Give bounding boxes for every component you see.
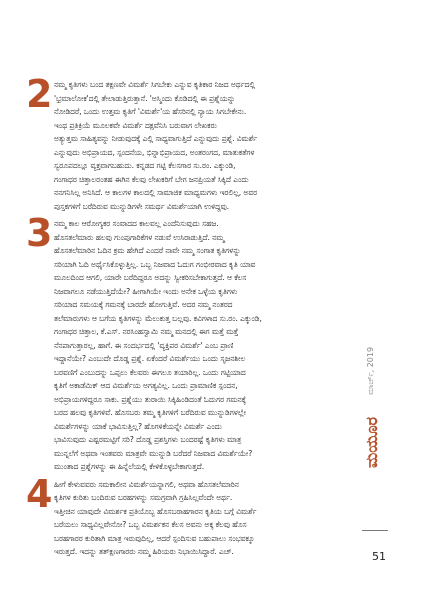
text-line: ಗಂಗಾಧರ ಚಿತ್ತಾಲರಂತಹ ಈಗಿನ ಕೆಲವು ಲೇಖಕರಿಗೆ ಬೇಗ ಜನಪ್ರಿಯತೆ ಸಿಕ್ಕಿದೆ ಎಂದು bbox=[54, 174, 249, 184]
text-line: ಮುನ್ನಲೆಗೆ ಅಥವಾ ಇಂತವರು ಮಾತ್ರವೇ ಮುನ್ನುಡಿ ಬರೆದರೆ ನಿಜವಾದ ವಿಮರ್ಶೆಯೇ? bbox=[54, 448, 253, 458]
text-line: ಭಾವಿಸುವುದು ಎಷ್ಟರಮಟ್ಟಿಗೆ ಸರಿ? ದೊಡ್ಡ ಪ್ರಶಸ್ತಿಗಳು ಬಂದರಷ್ಟೆ ಕೃತಿಗಳು ಮಾತ್ರ bbox=[54, 435, 242, 444]
text-line: ನೋಡಿದರೆ, ಒಂದು ಉತ್ತಮ ಕೃತಿಗೆ 'ವಿಮರ್ಶೆ'ಯ ಹೆಸರಿನಲ್ಲಿ ನ್ಯಾಯ ಸಿಗಬೇಕೇನು. bbox=[54, 107, 247, 116]
text-line: ಮುಂತಾದ ಪ್ರಶ್ನೆಗಳನ್ನು ಈ ಹಿನ್ನೆಲೆಯಲ್ಲಿ ಕೇಳಿಕೊಳ್ಳಬೇಕಾಗುತ್ತದೆ. bbox=[54, 462, 205, 471]
text-line: ಮೂಲದಿಂದ ಆಗಲಿ, ಯಾರೇ ಬರೆದಿದ್ದರೂ ಅದನ್ನು ಸ್ವೀಕರಿಸಬೇಕಾಗುತ್ತದೆ. ಆ ಕೆಲಸ bbox=[54, 273, 247, 282]
paragraph-lines bbox=[48, 78, 353, 213]
text-line: ತಲೆಮಾರುಗಳು ಆ ಬಗೆಯ ಕೃತಿಗಳನ್ನು ಮೆಲುಕುತ್ತ ಬಲ್ಲವು. ಕವಿಗಳಾದ ಸು.ರಂ. ಎಕ್ಕುಂಡಿ, bbox=[54, 313, 262, 323]
text-line: ಸರಿಯಾದ ಸಮಯಕ್ಕೆ ಗಮನಕ್ಕೆ ಬಾರದೇ ಹೋಗುತ್ತಿವೆ. ಅದರ ನಮ್ಮ ನಂತರದ bbox=[54, 300, 233, 309]
paragraph-2 bbox=[26, 72, 353, 213]
section-number: 2 bbox=[26, 72, 53, 116]
text-line: ಅಭಿಪ್ರಾಯಗಳಿದ್ದರೂ ಸಾಕು. ಪ್ರಶ್ನೆಯು ತುರಾಯಿ ಸಿಕ್ಕಿಹಿಂಡಿದಂತೆ ಓದುಗರ ಗಮನಕ್ಕೆ bbox=[54, 394, 246, 404]
text-line: ಪುಸ್ತಕಗಳಿಗೆ ಬರೆದಿರುವ ಮುನ್ನುಡಿಗಳೇ ಸಮರ್ಥ ವಿಮರ್ಶೆಯಾಗಿ ಉಳಿದ್ದವು. bbox=[54, 201, 230, 211]
text-line: ಸರಿಯಾಗಿ ಓದಿ ಅರ್ಥೈಸಿಕೊಳ್ಳುತ್ತಿಲ್ಲ. ಒಬ್ಬ ನಿಜವಾದ ಓದುಗ ಗಂಭೀರವಾದ ಕೃತಿ ಯಾವ bbox=[54, 259, 256, 269]
paragraph-4 bbox=[26, 471, 353, 559]
text-line: ಸ್ವರೂಪದಲ್ಲೂ ವ್ಯಕ್ತವಾಗಬಹುದು. ಕನ್ನಡದ ಗಟ್ಟಿ ಕೆಲಸಗಾರ ಸು.ರಂ. ಎಕ್ಕುಂಡಿ, bbox=[54, 161, 236, 170]
text-line: ಕೃತಿಗಳ ಕುರಿತು ಬಂದಿರುವ ಬರಹಗಳನ್ನು ಸಮಗ್ರವಾಗಿ ಗ್ರಹಿಸಿಲ್ಲವೆಂದೇ ಅರ್ಥ. bbox=[54, 493, 233, 502]
section-number: 4 bbox=[26, 471, 53, 516]
text-line: ಇದ್ದಾನೆಯೇ? ಎಂಬುದೇ ದೊಡ್ಡ ಪ್ರಶ್ನೆ. ಏಕೆಂದರೆ ವಿಮರ್ಶೆಯು ಒಂದು ಸೃಜನಶೀಲ bbox=[54, 354, 246, 363]
text-line: ಇತ್ತೀಚಿನ ಯಾವುದೇ ವಿಮರ್ಶಕ ಪ್ರತಿಯೊಬ್ಬ ಹೊಸಬರಾಹಗಾರನ ಕೃತಿಯ ಬಗ್ಗೆ ವಿಮರ್ಶೆ bbox=[54, 506, 257, 516]
paragraph-3 bbox=[26, 211, 353, 474]
paragraph-lines bbox=[48, 217, 353, 474]
section-number: 3 bbox=[26, 211, 53, 255]
text-line: ಬರದ ಹಲವು ಕೃತಿಗಳಿವೆ. ಹೊಸಬರು ತಮ್ಮ ಕೃತಿಗಳಿಗೆ ಬರೆದಿರುವ ಮುನ್ನುಡಿಗಳಲ್ಲೇ bbox=[54, 408, 246, 417]
text-line: ಬರಹಗಾರರ ಕುರಿತಾಗಿ ಮಾತ್ರ ಇರುವುದಿಲ್ಲ, ಆದರೆ ಸ್ಪಂದಿಸುವ ಬಹುಪಾಲು ಸಂಭವಕ್ಕೂ bbox=[54, 533, 255, 543]
text-line: ಅತ್ಯುತ್ತಮ ಸಾಹಿತ್ಯವನ್ನು ನೀಡುವುದಕ್ಕೆ ಎಲ್ಲಿ ಸಾಧ್ಯವಾಗುತ್ತಿದೆ ಎನ್ನುವುದು ಪ್ರಶ್ನೆ. ವಿಮರ್ಶೆ bbox=[54, 134, 258, 143]
text-line: ನಿಜವಾಗಲೂ ನಡೆಯುತ್ತಿದೆಯೇ? ಹೀಗಾಗಿಯೇ ಇಂದು ಅನೇಕ ಒಳ್ಳೆಯ ಕೃತಿಗಳು bbox=[54, 286, 238, 296]
footer-divider bbox=[362, 530, 388, 531]
text-line: ನೆನಪಾಗುತ್ತಾರಲ್ಲ, ಹಾಗೆ. ಈ ಸಂದರ್ಭದಲ್ಲಿ 'ವ್ಯಕ್ತಿಪರ ವಿಮರ್ಶೆ' ಎಂಬ ಪ್ರಾಣಿ bbox=[54, 340, 234, 350]
page-number: 51 bbox=[372, 550, 386, 563]
paragraph-lines bbox=[48, 478, 353, 559]
text-line: ಇಂಥ ಪ್ರತಿಕ್ರಿಯೆ ಮೂಲಕವೇ ವಿಮರ್ಶೆ ದಕ್ಷವೆನಿಸಿ ಬರುವಾಗ ಲೇಖಕರು bbox=[54, 120, 217, 130]
text-line: ಹೊಸತಲೆಮಾರಿನ ಓದಿನ ಕ್ರಮ ಹೇಗಿದೆ ಎಂದರೆ ನಾವೇ ನಮ್ಮ ಸಂಗಾತ ಕೃತಿಗಳನ್ನು bbox=[54, 246, 241, 255]
text-line: ಹೊಸತಲೆಮಾರು ಹಲವು ಗುಂಪುಗಾರಿಕೆಗಳ ನಡುವೆ ಉಸಿರಾಡುತ್ತಿದೆ. ನಮ್ಮ bbox=[54, 232, 225, 242]
text-line: ಬರೆಯಲು ಸಾಧ್ಯವಿಲ್ಲವೇನೋ? ಒಬ್ಬ ವಿಮರ್ಶಕನ ಕೆಲಸ ಅವನು ಅಕ್ಕ ಕೆಲವು ಹೊಸ bbox=[54, 520, 247, 529]
text-line: ಗಂಗಾಧರ ಚಿತ್ತಾಲ, ಕೆ.ಎಸ್. ನರಸಿಂಹಸ್ವಾಮಿ ನಮ್ಮ ಮನದಲ್ಲಿ ಈಗ ಮತ್ತೆ ಮತ್ತೆ bbox=[54, 327, 239, 336]
text-line: ಹೀಗೆ ಕೇಳುವವರು ಸಮಕಾಲೀನ ವಿಮರ್ಶೆಯನ್ನಾಗಲಿ, ಅಥವಾ ಹೊಸತಲೆಮಾರಿನ bbox=[54, 479, 239, 489]
text-line: ನಮ್ಮ ಕೃತಿಗಳು ಬಂದ ತಕ್ಷಣವೇ ವಿಮರ್ಶೆ ಸಿಗಬೇಕು ಎನ್ನುವ ಕೃತಿಕಾರ ನಿಜದ ಅರ್ಥದಲ್ಲಿ bbox=[54, 80, 255, 89]
text-line: ನನಗನಿಸಿಲ್ಲ ಅನಿಸಿದೆ. ಆ ಕಾಲಗಳ ಕಾಲದಲ್ಲಿ ಸಾಮಾಜಿಕ ಮಾಧ್ಯಮಗಳು ಇರಲಿಲ್ಲ, ಅವರ bbox=[54, 188, 258, 197]
text-line: ಬರವಣಿಗೆ ಎಂಬುದನ್ನು ಒಪ್ಪಲು ಕೆಲವರು ಈಗಲೂ ತಯಾರಿಲ್ಲ. ಒಂದು ಗಟ್ಟಿಯಾದ bbox=[54, 367, 246, 377]
text-line: ಎನ್ನುವುದು ಅಭಿಪ್ರಾಯದ, ಸ್ಪಂದನೆಯ, ಭಿನ್ನಾಭಿಪ್ರಾಯದ, ಅಂತರಂಗದ, ಮಾತುಕತೆಗಳ bbox=[54, 147, 255, 157]
issue-date: ಮಾರ್ಚ್, 2019 bbox=[366, 346, 375, 395]
article-body bbox=[26, 72, 353, 563]
text-line: ವಿಮರ್ಶೆಗಳನ್ನು ಯಾಕೆ ಭಾವಿಸುತ್ತಿಲ್ಲ? ಹೊಗಳಿಕೆಯನ್ನೇ ವಿಮರ್ಶೆ ಎಂದು bbox=[54, 421, 222, 431]
text-line: ಇರುತ್ತದೆ. ಇದನ್ನು ತತ್ಕ್ಷಣಗಾರರು ನಮ್ಮ ಹಿರಿಯರು ನಿಭಾಯಿಸಿದ್ದಾರೆ. ಎಚ್. bbox=[54, 547, 234, 556]
text-line: ನಮ್ಮ ಕಾಲ ಆರೋಗ್ಯಕರ ಸಂವಾದದ ಕಾಲವಲ್ಲ ಎಂದೆನಿಸುವುದು ಸಹಜ. bbox=[54, 219, 219, 228]
text-line: 'ಭ್ರಮಾಲೋಕ'ದಲ್ಲಿ ತೇಲಾಡುತ್ತಿರುತ್ತಾನೆ. 'ಅಸ್ಮಿಂದು ಕೊಡಿದಲ್ಲಿ ಈ ಪ್ರಶ್ನೆಯನ್ನು bbox=[54, 93, 236, 103]
text-line: ಕೃತಿಗೆ ಅಕಾಡೆಮಿಕ್ ಆದ ವಿಮರ್ಶೆಯ ಅಗತ್ಯವಿಲ್ಲ. ಒಂದು ಪ್ರಾಮಾಣಿಕ ಸ್ಪಂದನ, bbox=[54, 381, 238, 390]
magazine-brand: ಮಯೂರ bbox=[362, 416, 381, 468]
